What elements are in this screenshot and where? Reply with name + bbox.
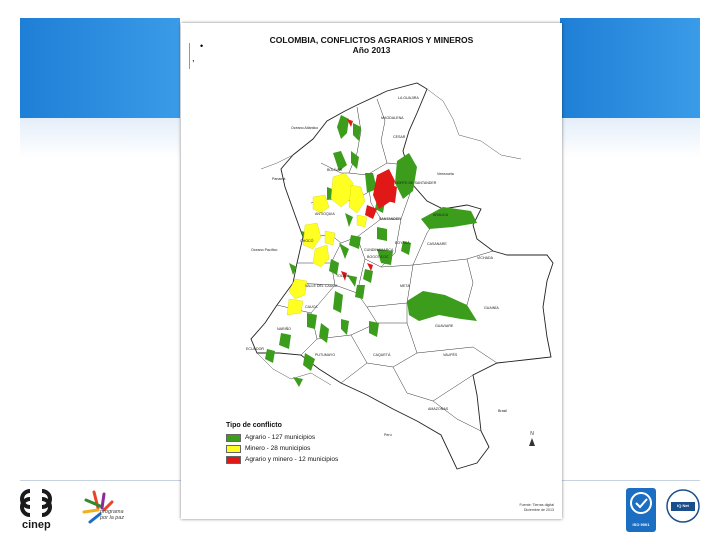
legend-swatch-yellow xyxy=(226,445,241,453)
source-line1: Fuente: Tierras digital xyxy=(519,503,554,507)
label-venezuela: Venezuela xyxy=(437,172,454,176)
iso-label: ISO 9001 xyxy=(632,522,650,527)
label-guainia: GUAINÍA xyxy=(484,306,499,310)
label-oceano-pacifico: Oceano Pacífico xyxy=(251,248,278,252)
iqnet-certification-badge xyxy=(665,488,701,532)
label-brasil: Brasil xyxy=(498,409,507,413)
label-cesar: CESAR xyxy=(393,135,406,139)
label-casanare: CASANARE xyxy=(427,242,447,246)
programa-wordmark xyxy=(100,509,124,521)
map-title-line1: COLOMBIA, CONFLICTOS AGRARIOS Y MINEROS xyxy=(269,35,474,45)
iqnet-badge-icon xyxy=(665,488,701,532)
label-santander: SANTANDER xyxy=(379,217,401,221)
legend-item-agrario-minero xyxy=(226,454,338,465)
label-vichada: VICHADA xyxy=(477,256,493,260)
label-peru: Perú xyxy=(384,433,392,437)
iso-certification-badge xyxy=(626,488,656,532)
north-label: N xyxy=(530,431,534,437)
cinep-wordmark: cinep xyxy=(22,519,51,531)
legend-swatch-green xyxy=(226,434,241,442)
label-vaupes: VAUPÉS xyxy=(443,353,458,357)
legend-label-agrario: Agrario - 127 municipios xyxy=(245,434,316,441)
label-norte-santander: NORTE DE SANTANDER xyxy=(395,181,437,185)
label-oceano-atlantico: Oceano Atlántico xyxy=(291,126,319,130)
label-narino: NARIÑO xyxy=(277,327,291,331)
label-arauca: ARAUCA xyxy=(433,213,448,217)
legend-label-minero: Minero - 28 municipios xyxy=(245,445,311,452)
programa-line2: por la paz xyxy=(100,515,125,521)
label-meta: META xyxy=(400,284,410,288)
map-legend xyxy=(226,422,338,465)
label-valle: VALLE DEL CAUCA xyxy=(305,284,338,288)
label-caqueta: CAQUETÁ xyxy=(373,353,391,357)
header-fade-left xyxy=(20,118,180,158)
label-cundinamarca: CUNDINAMARCA xyxy=(364,248,394,252)
map-title-line2: Año 2013 xyxy=(352,45,391,55)
label-putumayo: PUTUMAYO xyxy=(315,353,336,357)
label-amazonas: AMAZONAS xyxy=(428,407,449,411)
iqnet-label: IQ Net xyxy=(677,503,689,508)
label-la-guajira: LA GUAJIRA xyxy=(398,96,419,100)
header-fade-right xyxy=(560,118,700,158)
label-cauca: CAUCA xyxy=(305,305,318,309)
programa-line1: programa xyxy=(100,509,124,515)
label-choco: CHOCÓ xyxy=(300,239,314,243)
colombia-outline xyxy=(251,83,553,469)
corner-mark: • , xyxy=(189,43,212,69)
header-band-right xyxy=(560,18,700,118)
source-line2: Diciembre de 2013 xyxy=(523,508,554,512)
label-boyaca: BOYACÁ xyxy=(395,241,410,245)
label-guaviare: GUAVIARE xyxy=(435,324,454,328)
legend-title: Tipo de conflicto xyxy=(226,422,282,429)
legend-item-minero xyxy=(226,443,338,454)
label-panama: Panamá xyxy=(272,177,286,181)
label-bogota: BOGOTÁ DC xyxy=(367,255,389,259)
label-ecuador: ECUADOR xyxy=(246,347,264,351)
label-antioquia: ANTIOQUIA xyxy=(315,212,335,216)
label-bolivar: BOLÍVAR xyxy=(327,168,343,172)
map-panel xyxy=(181,23,562,519)
label-tolima: TOLIMA xyxy=(336,274,350,278)
header-band-left xyxy=(20,18,180,118)
map-source xyxy=(519,503,554,513)
iso-badge-icon xyxy=(626,488,656,518)
north-arrow xyxy=(529,431,535,446)
legend-swatch-red xyxy=(226,456,241,464)
venezuela-border xyxy=(427,89,521,159)
legend-label-agrario-minero: Agrario y minero - 12 municipios xyxy=(245,456,339,463)
label-magdalena: MAGDALENA xyxy=(381,116,404,120)
legend-item-agrario xyxy=(226,432,338,443)
